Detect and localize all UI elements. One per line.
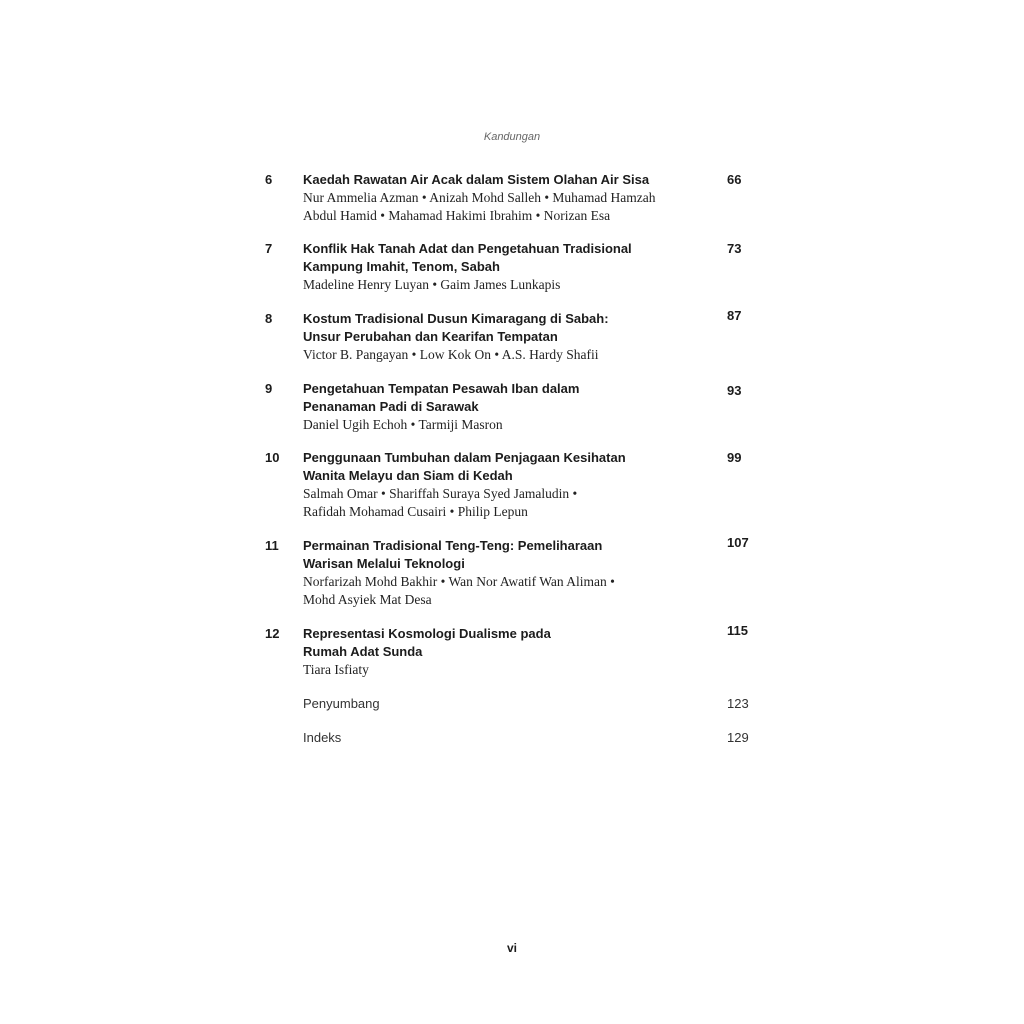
title-line: Penanaman Padi di Sarawak — [303, 399, 479, 414]
chapter-title — [303, 380, 713, 416]
chapter-number: 8 — [265, 311, 273, 326]
chapter-number: 7 — [265, 241, 273, 256]
chapter-authors — [303, 276, 723, 294]
author-line: Victor B. Pangayan • Low Kok On • A.S. Hardy Shafii — [303, 347, 599, 362]
author-line: Abdul Hamid • Mahamad Hakimi Ibrahim • Norizan Esa — [303, 208, 611, 223]
title-line: Penggunaan Tumbuhan dalam Penjagaan Kesihatan — [303, 450, 626, 465]
title-line: Representasi Kosmologi Dualisme pada — [303, 626, 551, 641]
chapter-authors — [303, 416, 723, 434]
chapter-page: 93 — [727, 383, 742, 398]
chapter-number: 9 — [265, 381, 273, 396]
author-line: Norfarizah Mohd Bakhir • Wan Nor Awatif Wan Aliman • — [303, 574, 615, 589]
author-line: Tiara Isfiaty — [303, 662, 369, 677]
chapter-page: 87 — [727, 308, 742, 323]
chapter-number: 11 — [265, 538, 279, 553]
chapter-title — [303, 310, 713, 346]
backmatter-label: Penyumbang — [303, 696, 380, 711]
chapter-authors — [303, 346, 723, 364]
author-line: Madeline Henry Luyan • Gaim James Lunkapis — [303, 277, 561, 292]
chapter-page: 73 — [727, 241, 742, 256]
chapter-title — [303, 625, 713, 661]
author-line: Mohd Asyiek Mat Desa — [303, 592, 432, 607]
chapter-title — [303, 537, 713, 573]
backmatter-label: Indeks — [303, 730, 342, 745]
title-line: Permainan Tradisional Teng-Teng: Pemeliharaan — [303, 538, 603, 553]
chapter-number: 10 — [265, 450, 280, 465]
title-line: Rumah Adat Sunda — [303, 644, 423, 659]
chapter-page: 107 — [727, 535, 749, 550]
chapter-number: 6 — [265, 172, 273, 187]
page-folio: vi — [506, 941, 517, 955]
running-head: Kandungan — [483, 131, 541, 143]
backmatter-page: 123 — [727, 696, 749, 711]
chapter-title — [303, 240, 713, 276]
author-line: Nur Ammelia Azman • Anizah Mohd Salleh • Muhamad Hamzah — [303, 190, 656, 205]
chapter-authors — [303, 485, 723, 521]
title-line: Kaedah Rawatan Air Acak dalam Sistem Olahan Air Sisa — [303, 172, 650, 187]
chapter-title — [303, 449, 713, 485]
author-line: Daniel Ugih Echoh • Tarmiji Masron — [303, 417, 503, 432]
chapter-page: 115 — [727, 623, 748, 638]
chapter-number: 12 — [265, 626, 280, 641]
title-line: Unsur Perubahan dan Kearifan Tempatan — [303, 329, 558, 344]
author-line: Rafidah Mohamad Cusairi • Philip Lepun — [303, 504, 528, 519]
chapter-authors — [303, 189, 723, 225]
chapter-title — [303, 171, 713, 189]
title-line: Kampung Imahit, Tenom, Sabah — [303, 259, 500, 274]
title-line: Wanita Melayu dan Siam di Kedah — [303, 468, 513, 483]
chapter-authors — [303, 573, 723, 609]
title-line: Konflik Hak Tanah Adat dan Pengetahuan Tradisional — [303, 241, 632, 256]
backmatter-page: 129 — [727, 730, 749, 745]
chapter-page: 99 — [727, 450, 742, 465]
title-line: Warisan Melalui Teknologi — [303, 556, 465, 571]
chapter-page: 66 — [727, 172, 742, 187]
chapter-authors — [303, 661, 723, 679]
author-line: Salmah Omar • Shariffah Suraya Syed Jamaludin • — [303, 486, 578, 501]
title-line: Pengetahuan Tempatan Pesawah Iban dalam — [303, 381, 580, 396]
title-line: Kostum Tradisional Dusun Kimaragang di Sabah: — [303, 311, 609, 326]
